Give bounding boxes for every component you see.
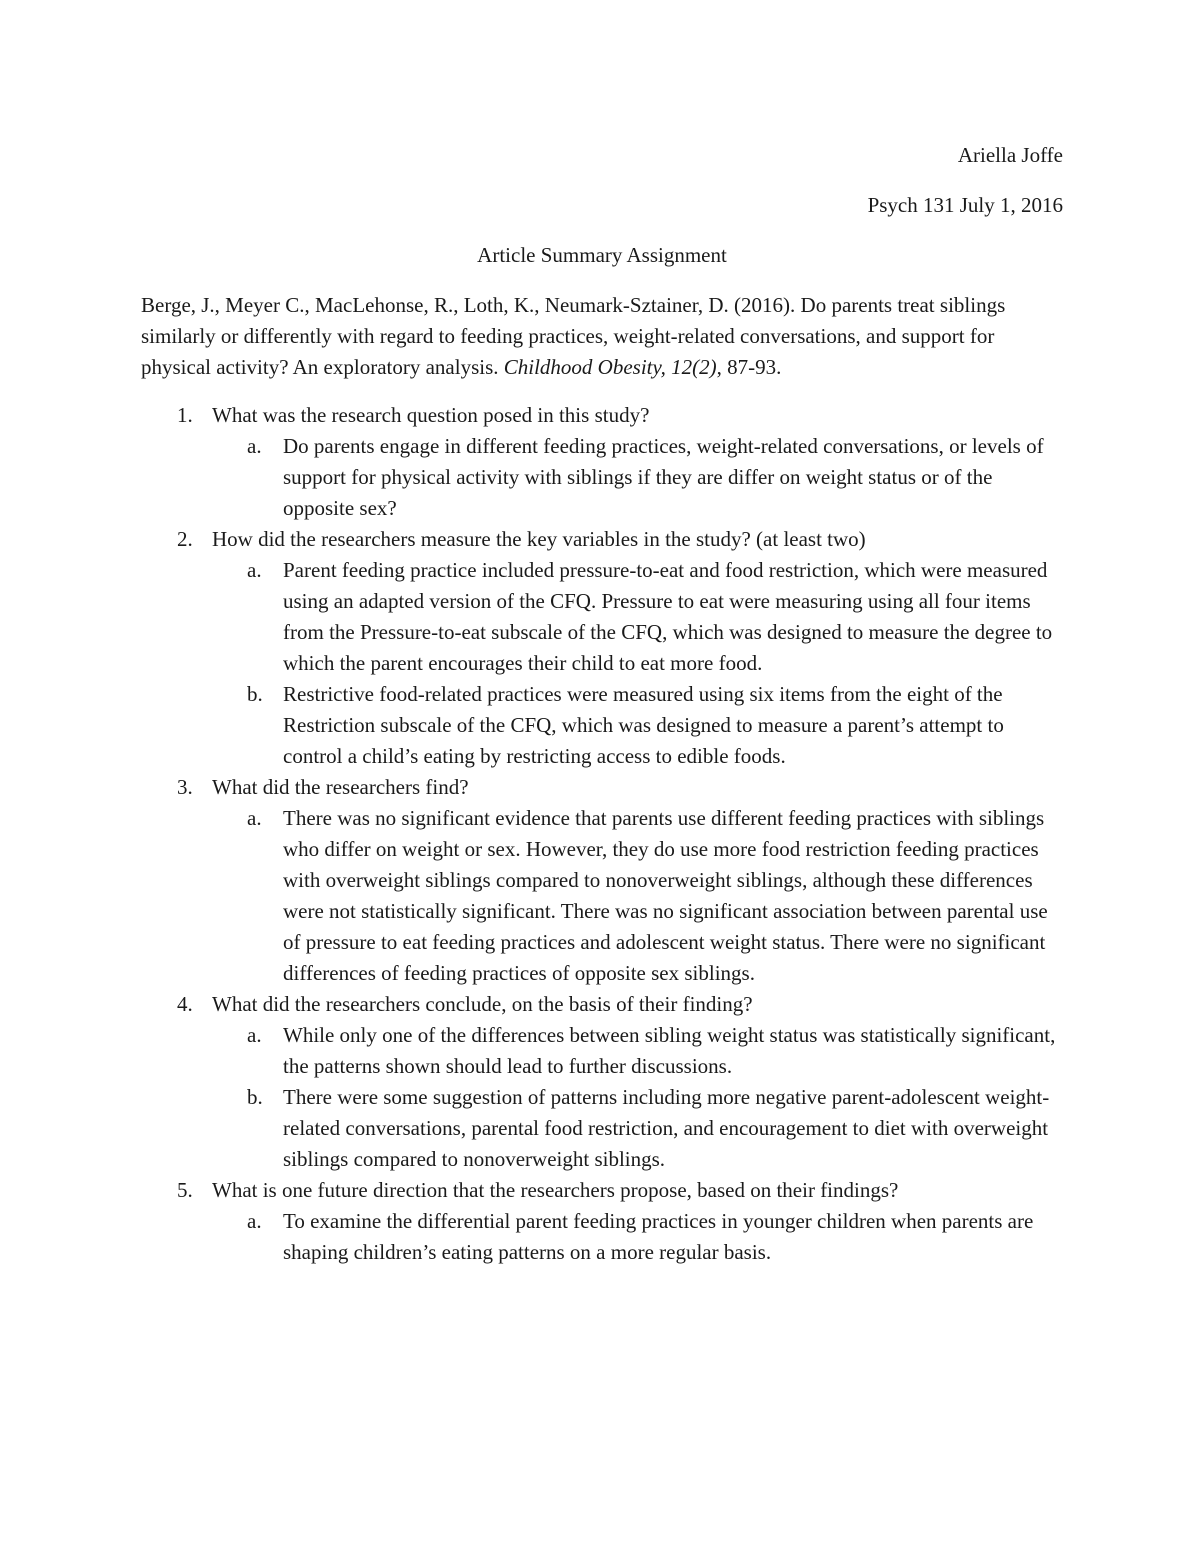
citation-pages: , 87-93. [716, 355, 782, 379]
question-number: 4. [177, 992, 193, 1016]
question-text: What was the research question posed in this study? [212, 403, 650, 427]
answer-letter: b. [247, 682, 263, 706]
answer-letter: b. [247, 1085, 263, 1109]
citation-text: Berge, J., Meyer C., MacLehonse, R., Loth, K., Neumark-Sztainer, D. (2016). Do parents treat siblings similarly or differently with regard to feeding practices, weight-related conversations, and support for physical activity? An exploratory analysis. [141, 293, 1006, 379]
answer-list [212, 1020, 1063, 1175]
question-number: 5. [177, 1178, 193, 1202]
answer-letter: a. [247, 1023, 262, 1047]
question-item [141, 1175, 1063, 1268]
answer-letter: a. [247, 558, 262, 582]
question-item [141, 989, 1063, 1175]
answer-item [212, 679, 1063, 772]
answer-text: While only one of the differences between sibling weight status was statistically significant, the patterns shown should lead to further discussions. [283, 1023, 1056, 1078]
answer-text: There were some suggestion of patterns including more negative parent-adolescent weight-related conversations, parental food restriction, and encouragement to diet with overweight siblings compared to nonoverweight siblings. [283, 1085, 1050, 1171]
question-text: What did the researchers conclude, on the basis of their finding? [212, 992, 753, 1016]
question-text: What is one future direction that the researchers propose, based on their findings? [212, 1178, 899, 1202]
answer-text: Parent feeding practice included pressure-to-eat and food restriction, which were measured using an adapted version of the CFQ. Pressure to eat were measuring using all four items from the Pressure-to-eat subscale of the CFQ, which was designed to measure the degree to which the parent encourages their child to eat more food. [283, 558, 1053, 675]
answer-letter: a. [247, 806, 262, 830]
answer-letter: a. [247, 434, 262, 458]
question-item [141, 524, 1063, 772]
answer-list [212, 431, 1063, 524]
course-and-date: Psych 131 July 1, 2016 [867, 193, 1063, 217]
question-number: 1. [177, 403, 193, 427]
answer-item [212, 1206, 1063, 1268]
document-page [141, 140, 1063, 1268]
answer-list [212, 555, 1063, 772]
question-number: 3. [177, 775, 193, 799]
answer-text: There was no significant evidence that parents use different feeding practices with siblings who differ on weight or sex. However, they do use more food restriction feeding practices with overweight siblings compared to nonoverweight siblings, although these differences were not statistically significant. There was no significant association between parental use of pressure to eat feeding practices and adolescent weight status. There were no significant differences of feeding practices of opposite sex siblings. [283, 806, 1048, 985]
answer-item [212, 431, 1063, 524]
citation [141, 290, 1063, 383]
question-text: What did the researchers find? [212, 775, 469, 799]
answer-letter: a. [247, 1209, 262, 1233]
citation-journal: Childhood Obesity, 12(2) [503, 355, 717, 379]
question-list [141, 400, 1063, 1268]
answer-item [212, 1082, 1063, 1175]
answer-item [212, 803, 1063, 989]
page-title: Article Summary Assignment [477, 243, 727, 267]
answer-item [212, 1020, 1063, 1082]
answer-list [212, 803, 1063, 989]
question-number: 2. [177, 527, 193, 551]
answer-text: Restrictive food-related practices were measured using six items from the eight of the Restriction subscale of the CFQ, which was designed to measure a parent’s attempt to control a child’s eating by restricting access to edible foods. [283, 682, 1004, 768]
question-text: How did the researchers measure the key variables in the study? (at least two) [212, 527, 866, 551]
question-item [141, 400, 1063, 524]
answer-text: Do parents engage in different feeding practices, weight-related conversations, or levels of support for physical activity with siblings if they are differ on weight status or of the opposite sex? [283, 434, 1044, 520]
answer-item [212, 555, 1063, 679]
author-name: Ariella Joffe [957, 143, 1063, 167]
answer-list [212, 1206, 1063, 1268]
question-item [141, 772, 1063, 989]
answer-text: To examine the differential parent feeding practices in younger children when parents are shaping children’s eating patterns on a more regular basis. [283, 1209, 1034, 1264]
